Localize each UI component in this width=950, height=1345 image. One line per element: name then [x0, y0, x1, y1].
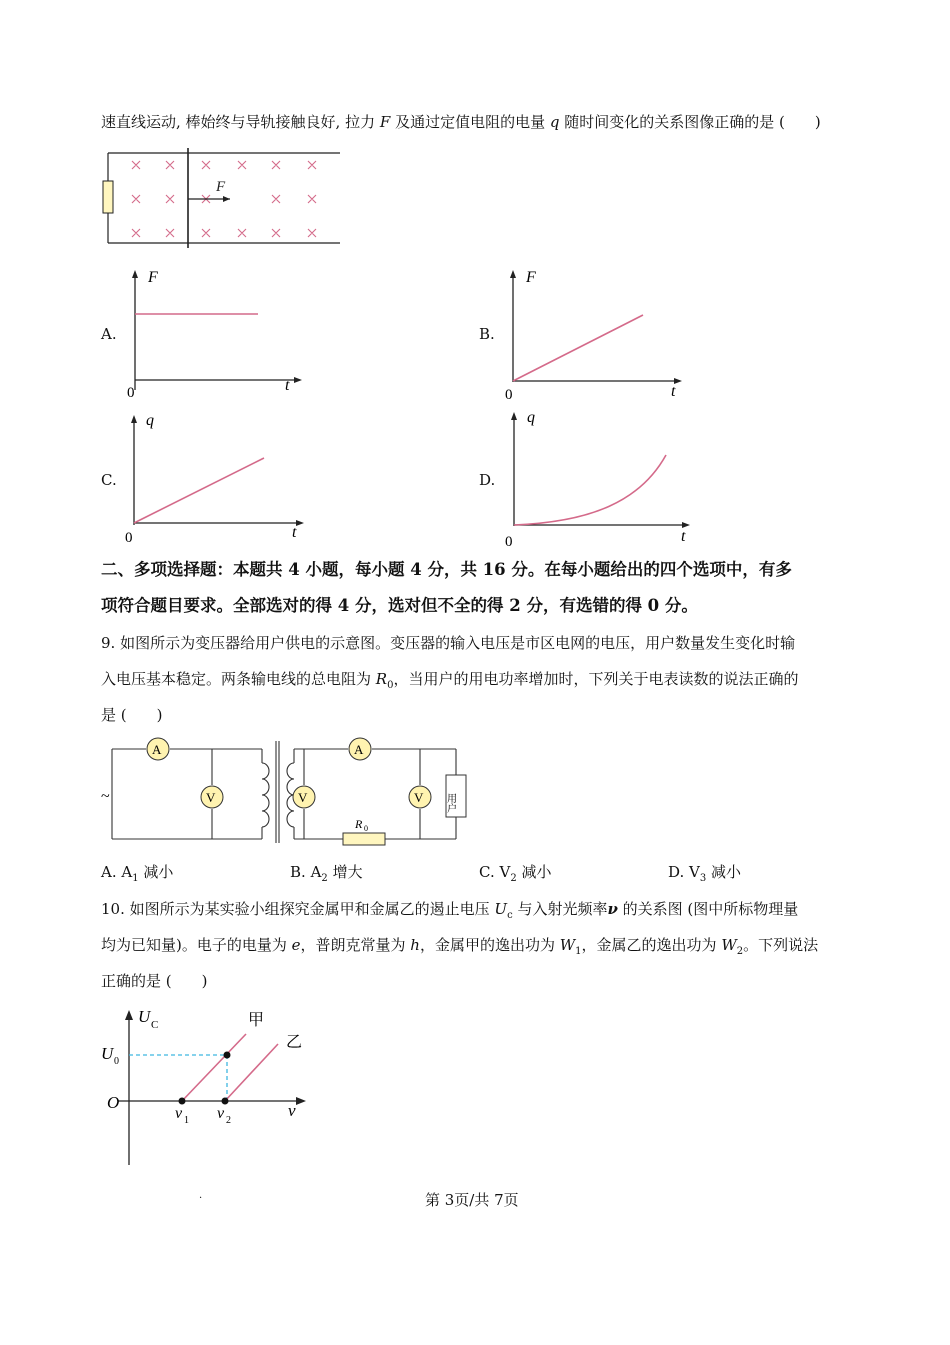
q9-stem-line2: [101, 669, 798, 696]
ac-source-symbol: ~: [101, 788, 110, 805]
q10-h: h: [410, 936, 420, 954]
user-load-label: 用户: [444, 793, 456, 813]
q8-graph-b: [500, 262, 690, 404]
nu2-label-sub: 2: [226, 1115, 231, 1126]
q10-Uc-sub: c: [507, 910, 513, 921]
graph-d-y-label: q: [527, 409, 535, 426]
section2-title-line2: 项符合题目要求。全部选对的得 4 分，选对但不全的得 2 分，有选错的得 0 分。: [101, 596, 698, 615]
u0-label-sub: 0: [114, 1056, 119, 1067]
q9-option-c-sym: V: [499, 863, 511, 881]
footer-dot: .: [199, 1190, 203, 1201]
graph-a-x-label: t: [285, 377, 290, 394]
q8-option-d-letter: D.: [479, 471, 496, 489]
page-number: 第 3页/共 7页: [425, 1191, 519, 1209]
q10-W2-sub: 2: [736, 946, 744, 957]
nu2-label: ν: [217, 1105, 225, 1122]
q9-option-a-sym: A: [121, 863, 133, 881]
section2-title-line1: 二、多项选择题：本题共 4 小题，每小题 4 分，共 16 分。在每小题给出的四个选项中，有多: [101, 560, 792, 579]
graph-a-origin: 0: [127, 385, 135, 401]
q9-R0-sub: 0: [387, 680, 394, 691]
q8-stem-text-2: 及通过定值电阻的电量: [395, 113, 546, 131]
q9-option-c-letter: C.: [479, 863, 495, 881]
graph-b-y-label: F: [526, 269, 536, 286]
q10-e: e: [291, 936, 301, 954]
graph-a-y-label: F: [148, 269, 158, 286]
q9-option-b: [290, 862, 363, 889]
graph-d-x-label: t: [681, 528, 686, 545]
q9-option-b-letter: B.: [290, 863, 306, 881]
q10-W1: W: [559, 936, 576, 954]
line-jia: [182, 1034, 246, 1101]
nu1-label: ν: [175, 1105, 183, 1122]
q9-stem-text-b: ，当用户的用电功率增加时，下列关于电表读数的说法正确的: [393, 670, 799, 688]
q8-option-c-letter: C.: [101, 471, 117, 489]
line-resistor-r0: [343, 833, 385, 845]
q9-option-a: [101, 862, 173, 889]
q10-W1-sub: 1: [575, 946, 582, 957]
u0-label: U: [101, 1044, 114, 1063]
q9-circuit-diagram: [98, 735, 478, 850]
graph-d-origin: 0: [505, 534, 513, 550]
q10-text-g: ，金属乙的逸出功为: [581, 936, 722, 954]
q8-stem: [101, 112, 821, 132]
r0-label: R: [355, 817, 363, 831]
q8-var-q: q: [549, 113, 560, 131]
q8-var-F: F: [379, 113, 391, 131]
label-jia: 甲: [248, 1012, 265, 1029]
q8-graph-d: [500, 404, 700, 550]
y-axis-label: U: [138, 1007, 151, 1026]
q9-option-d: [668, 862, 741, 889]
q9-stem-line3: 是 ( ): [101, 706, 163, 724]
q10-text-d: 均为已知量)。电子的电量为: [101, 936, 292, 954]
nu1-point: [179, 1098, 186, 1105]
line-yi: [225, 1044, 278, 1101]
q8-stem-text-1: 速直线运动, 棒始终与导轨接触良好, 拉力: [101, 113, 376, 131]
graph-c-origin: 0: [125, 530, 133, 546]
q9-option-a-letter: A.: [101, 863, 117, 881]
q9-option-c: [479, 862, 552, 889]
q10-stem-line1: [101, 899, 798, 926]
graph-c-y-label: q: [146, 412, 154, 429]
u0-point: [224, 1052, 231, 1059]
q10-W2: W: [721, 936, 737, 954]
q9-option-b-sym: A: [310, 863, 322, 881]
q8-rail-figure: [100, 146, 345, 252]
ammeter-a1-label: A: [152, 742, 162, 757]
nu1-label-sub: 1: [184, 1115, 189, 1126]
q10-text-h: 。下列说法: [743, 936, 819, 954]
q10-text-f: ，金属甲的逸出功为: [419, 936, 560, 954]
q10-text-a: 10. 如图所示为某实验小组探究金属甲和金属乙的遏止电压: [101, 900, 495, 918]
graph-c-curve: [134, 458, 264, 523]
q10-text-c: 的关系图 (图中所标物理量: [617, 900, 799, 918]
q10-text-e: ，普朗克常量为: [300, 936, 411, 954]
q9-option-d-sub: 3: [699, 873, 707, 884]
q9-option-d-sym: V: [689, 863, 700, 881]
q9-option-d-text: 减小: [711, 863, 742, 881]
q9-option-d-letter: D.: [668, 863, 685, 881]
graph-b-x-label: t: [671, 383, 676, 400]
q8-graph-c: [120, 407, 310, 547]
q10-text-b: 与入射光频率: [512, 900, 608, 918]
y-axis-label-sub: C: [151, 1019, 159, 1031]
q9-option-a-sub: 1: [132, 873, 139, 884]
q8-stem-text-3: 随时间变化的关系图像正确的是 ( ): [564, 113, 821, 131]
q9-option-b-text: 增大: [332, 863, 363, 881]
q10-stem-line3: 正确的是 ( ): [101, 972, 208, 990]
q9-option-c-sub: 2: [510, 873, 517, 884]
q9-stem-text-a: 入电压基本稳定。两条输电线的总电阻为: [101, 670, 376, 688]
q8-graph-a: [120, 262, 310, 402]
q8-option-b-letter: B.: [479, 325, 495, 343]
graph-b-origin: 0: [505, 387, 513, 403]
q9-option-a-text: 减小: [143, 863, 174, 881]
r0-label-sub: 0: [364, 824, 368, 833]
q9-stem-line1: 9. 如图所示为变压器给用户供电的示意图。变压器的输入电压是市区电网的电压，用户数量发生变化时输: [101, 634, 796, 652]
nu2-point: [222, 1098, 229, 1105]
q9-option-c-text: 减小: [521, 863, 552, 881]
ammeter-a2-label: A: [354, 742, 364, 757]
graph-d-curve: [514, 455, 666, 525]
q10-stem-line2: [101, 935, 818, 962]
q8-option-a-letter: A.: [101, 325, 117, 343]
graph-c-x-label: t: [292, 524, 297, 541]
graph-b-curve: [513, 315, 643, 381]
voltmeter-v2-label: V: [298, 790, 308, 805]
origin-label: O: [107, 1093, 120, 1112]
q10-nu: ν: [607, 900, 618, 918]
fixed-resistor: [103, 181, 113, 213]
q10-Uc: U: [494, 900, 508, 918]
label-yi: 乙: [286, 1034, 303, 1051]
q10-uc-nu-graph: [98, 1000, 328, 1170]
voltmeter-v1-label: V: [206, 790, 216, 805]
q9-R0: R: [375, 670, 388, 688]
x-axis-label: ν: [288, 1101, 296, 1120]
force-label: F: [216, 179, 226, 195]
voltmeter-v3-label: V: [414, 790, 424, 805]
q9-option-b-sub: 2: [321, 873, 328, 884]
